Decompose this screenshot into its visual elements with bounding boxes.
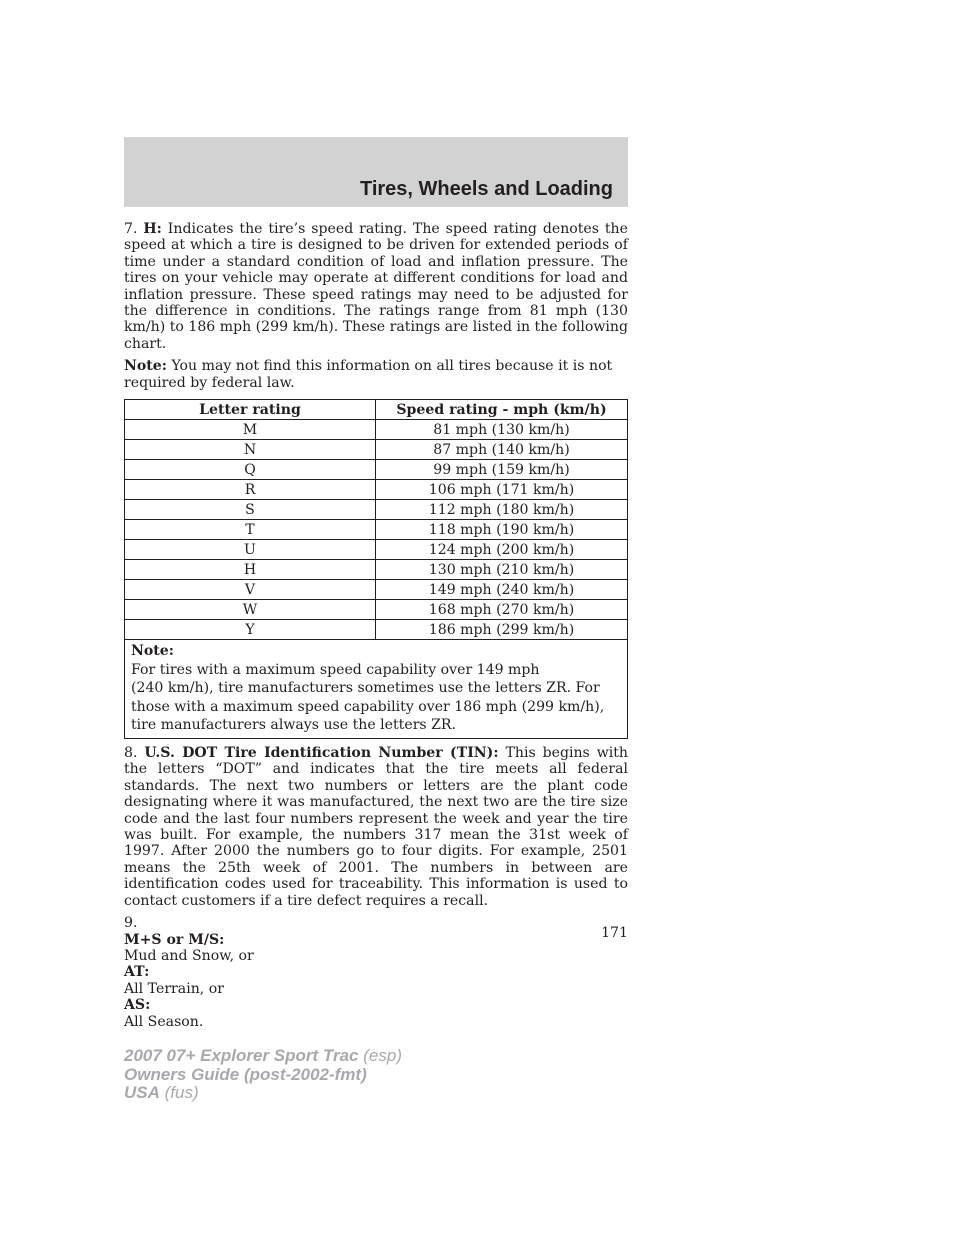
section-header-band [124, 137, 628, 207]
table-row [125, 420, 628, 440]
footer-line-2 [124, 1066, 402, 1085]
letter-cell: N [125, 440, 376, 460]
item-9-line [124, 964, 628, 997]
speed-cell: 149 mph (240 km/h) [376, 580, 628, 600]
letter-cell: U [125, 540, 376, 560]
item-9-text: All Season. [124, 1013, 204, 1030]
table-header-row [125, 400, 628, 420]
table-row [125, 560, 628, 580]
speed-cell: 112 mph (180 km/h) [376, 500, 628, 520]
letter-cell: Y [125, 620, 376, 640]
letter-cell: M [125, 420, 376, 440]
table-row [125, 580, 628, 600]
speed-rating-table [124, 399, 628, 739]
item-8-label: U.S. DOT Tire Identification Number (TIN): [144, 745, 499, 762]
table-note-line: those with a maximum speed capability over 186 mph (299 km/h), [131, 698, 605, 715]
table-note-line [131, 642, 621, 679]
item-9-label: AT: [124, 964, 150, 981]
speed-cell: 186 mph (299 km/h) [376, 620, 628, 640]
table-row [125, 540, 628, 560]
table-row [125, 480, 628, 500]
table-note-text: For tires with a maximum speed capability over 149 mph [131, 661, 540, 678]
item-9-line [124, 915, 628, 964]
page-number: 171 [601, 925, 628, 941]
note-text: You may not find this information on all tires because it is not required by federal law. [124, 358, 613, 391]
table-note-line: (240 km/h), tire manufacturers sometimes use the letters ZR. For [131, 680, 600, 697]
letter-cell: R [125, 480, 376, 500]
letter-cell: W [125, 600, 376, 620]
table-row [125, 460, 628, 480]
speed-cell: 124 mph (200 km/h) [376, 540, 628, 560]
speed-cell: 130 mph (210 km/h) [376, 560, 628, 580]
letter-cell: S [125, 500, 376, 520]
letter-cell: Q [125, 460, 376, 480]
table-note-cell [125, 640, 628, 739]
section-title: Tires, Wheels and Loading [359, 178, 613, 200]
table-row [125, 500, 628, 520]
table-note-row [125, 640, 628, 739]
item-9-line [124, 997, 628, 1030]
footer-market-code: (fus) [164, 1083, 199, 1102]
table-row [125, 600, 628, 620]
note-paragraph [124, 358, 628, 391]
speed-cell: 99 mph (159 km/h) [376, 460, 628, 480]
letter-cell: T [125, 520, 376, 540]
table-row [125, 440, 628, 460]
item-9-label: M+S or M/S: [124, 931, 225, 948]
item-7-number: 7. [124, 221, 138, 237]
column-header-letter: Letter rating [125, 400, 376, 420]
speed-cell: 87 mph (140 km/h) [376, 440, 628, 460]
table-row [125, 620, 628, 640]
table-row [125, 520, 628, 540]
item-8-text: This begins with the letters “DOT” and indicates that the tire meets all federal standards. The next two numbers or letters are the plant code designating where it was manufactured, the next two are the tire size code and the last four numbers represent the week and year the tire was built. For example, the numbers 317 mean the 31st week of 1997. After 2000 the numbers go to four digits. For example, 2501 means the 25th week of 2001. The numbers in between are identification codes used for traceability. This information is used to contact customers if a tire defect requires a recall. [124, 745, 629, 909]
speed-cell: 168 mph (270 km/h) [376, 600, 628, 620]
footer-model: 2007 07+ Explorer Sport Trac [124, 1046, 359, 1065]
speed-cell: 106 mph (171 km/h) [376, 480, 628, 500]
item-9-number: 9. [124, 915, 138, 932]
letter-cell: H [125, 560, 376, 580]
item-7-text: Indicates the tire’s speed rating. The speed rating denotes the speed at which a tire is designed to be driven for extended periods of time under a standard condition of load and inflation pressure. The tires on your vehicle may operate at different conditions for load and inflation pressure. These speed ratings may need to be adjusted for the difference in conditions. The ratings range from 81 mph (130 km/h) to 186 mph (299 km/h). These ratings are listed in the following chart. [124, 221, 628, 352]
speed-cell: 81 mph (130 km/h) [376, 420, 628, 440]
footer-line-3 [124, 1084, 402, 1103]
table-note-line: tire manufacturers always use the letters ZR. [131, 717, 457, 734]
item-9-paragraph [124, 915, 628, 1030]
document-footer [124, 1047, 402, 1103]
table-note [131, 642, 621, 735]
item-8-number: 8. [124, 745, 138, 762]
item-7-label: H: [143, 221, 162, 237]
note-label: Note: [124, 358, 167, 375]
footer-market: USA [124, 1083, 160, 1102]
speed-cell: 118 mph (190 km/h) [376, 520, 628, 540]
item-9-text: All Terrain, or [124, 980, 224, 997]
footer-line-1 [124, 1047, 402, 1066]
letter-cell: V [125, 580, 376, 600]
footer-model-code: (esp) [363, 1046, 402, 1065]
column-header-speed: Speed rating - mph (km/h) [376, 400, 628, 420]
item-9-text: Mud and Snow, or [124, 947, 254, 964]
item-9-label: AS: [124, 997, 151, 1014]
item-7-paragraph [124, 221, 628, 352]
table-note-label: Note: [131, 643, 174, 660]
page-content [124, 221, 628, 1036]
footer-guide: Owners Guide (post-2002-fmt) [124, 1064, 367, 1084]
item-8-paragraph [124, 745, 628, 909]
